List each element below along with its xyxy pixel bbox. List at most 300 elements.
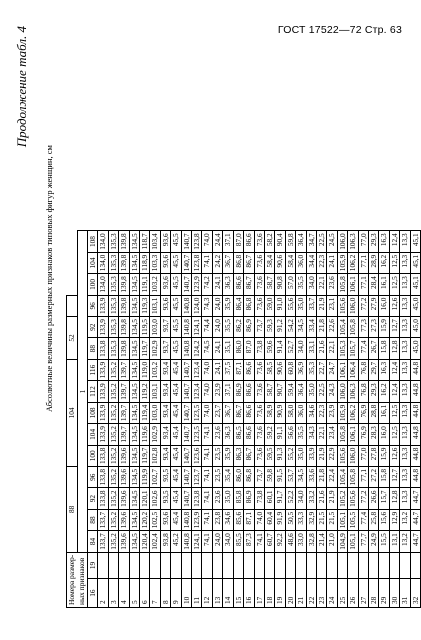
- table-cell: 105,4: [337, 317, 347, 338]
- row-spacer: [316, 552, 326, 579]
- table-cell: 24,5: [327, 231, 337, 252]
- row-spacer: [400, 552, 410, 579]
- table-cell: 45,5: [171, 252, 181, 273]
- table-cell: 93,4: [160, 402, 170, 423]
- table-cell: 86,9: [244, 488, 254, 509]
- table-cell: 102,5: [150, 509, 160, 530]
- table-cell: 36,3: [223, 274, 233, 295]
- table-cell: 34,6: [306, 402, 316, 423]
- row-number: 25: [337, 579, 347, 608]
- bust-size-header: 96: [88, 295, 98, 316]
- table-cell: 102,4: [150, 531, 160, 552]
- table-cell: 73,8: [254, 488, 264, 509]
- table-row: [410, 231, 420, 608]
- table-cell: 86,0: [233, 467, 243, 488]
- table-caption: Абсолютные величины размерных признаков типовых фигур женщин, см: [44, 145, 54, 412]
- table-cell: 119,6: [140, 424, 150, 445]
- table-cell: 135,2: [108, 531, 118, 552]
- group-header: 52: [67, 317, 78, 360]
- table-cell: 76,9: [358, 402, 368, 423]
- table-cell: 139,7: [119, 402, 129, 423]
- row-spacer: [410, 552, 420, 579]
- table-cell: 102,9: [150, 424, 160, 445]
- table-cell: 77,1: [358, 252, 368, 273]
- table-cell: 76,9: [358, 424, 368, 445]
- table-cell: 140,7: [181, 445, 191, 466]
- table-cell: 134,5: [129, 445, 139, 466]
- table-cell: 13,3: [400, 338, 410, 359]
- bust-size-header: 92: [88, 317, 98, 338]
- row-spacer: [160, 552, 170, 579]
- bust-size-header: 104: [88, 252, 98, 273]
- table-cell: 45,5: [171, 317, 181, 338]
- table-cell: 34,6: [223, 509, 233, 530]
- table-cell: 24,2: [212, 252, 222, 273]
- table-cell: 93,4: [160, 359, 170, 380]
- table-cell: 23,9: [212, 381, 222, 402]
- table-cell: 48,6: [285, 531, 295, 552]
- table-cell: 22,3: [316, 252, 326, 273]
- table-cell: 133,9: [98, 295, 108, 316]
- table-row: [181, 231, 191, 608]
- table-row: [285, 231, 295, 608]
- rotated-page: [10, 22, 420, 612]
- table-cell: 86,8: [244, 467, 254, 488]
- table-cell: 133,7: [98, 531, 108, 552]
- table-cell: 135,2: [108, 359, 118, 380]
- table-cell: 45,1: [410, 231, 420, 252]
- table-cell: 21,0: [327, 531, 337, 552]
- row-number: 31: [400, 579, 410, 608]
- table-cell: 34,4: [306, 252, 316, 273]
- table-cell: 90,6: [275, 252, 285, 273]
- table-cell: 34,0: [306, 274, 316, 295]
- table-cell: 140,8: [181, 317, 191, 338]
- table-cell: 13,3: [400, 359, 410, 380]
- table-cell: 140,8: [181, 509, 191, 530]
- table-cell: 93,5: [160, 467, 170, 488]
- bust-size-header: 104: [88, 424, 98, 445]
- table-cell: 58,5: [264, 359, 274, 380]
- table-cell: 21,5: [316, 509, 326, 530]
- row-spacer: [348, 552, 358, 579]
- table-cell: 35,3: [306, 359, 316, 380]
- table-cell: 33,0: [296, 531, 306, 552]
- table-cell: 45,4: [171, 381, 181, 402]
- table-cell: 45,4: [171, 509, 181, 530]
- table-cell: 140,7: [181, 467, 191, 488]
- row-number: 20: [285, 579, 295, 608]
- table-cell: 12,4: [389, 231, 399, 252]
- table-cell: 106,0: [337, 231, 347, 252]
- table-cell: 27,9: [368, 295, 378, 316]
- table-cell: 135,3: [108, 317, 118, 338]
- table-cell: 123,9: [192, 274, 202, 295]
- table-cell: 119,3: [140, 295, 150, 316]
- table-cell: 36,7: [223, 402, 233, 423]
- table-cell: 73,6: [254, 359, 264, 380]
- table-row: [119, 231, 129, 608]
- table-cell: 35,0: [296, 445, 306, 466]
- row-spacer: [368, 552, 378, 579]
- row-number: 22: [306, 579, 316, 608]
- table-cell: 37,5: [223, 359, 233, 380]
- table-cell: 135,2: [108, 381, 118, 402]
- table-cell: 77,1: [358, 467, 368, 488]
- table-cell: 105,2: [337, 488, 347, 509]
- table-cell: 45,1: [410, 274, 420, 295]
- table-cell: 86,5: [233, 424, 243, 445]
- row-number: 2: [98, 579, 108, 608]
- table-cell: 36,4: [296, 381, 306, 402]
- row-spacer: [129, 552, 139, 579]
- table-cell: 44,8: [410, 402, 420, 423]
- table-cell: 77,4: [358, 509, 368, 530]
- table-cell: 16,0: [379, 295, 389, 316]
- data-table: [66, 230, 421, 608]
- table-cell: 139,6: [119, 509, 129, 530]
- table-cell: 74,4: [202, 317, 212, 338]
- table-cell: 45,0: [410, 338, 420, 359]
- table-cell: 74,2: [202, 274, 212, 295]
- table-cell: 86,7: [244, 274, 254, 295]
- table-cell: 135,3: [108, 274, 118, 295]
- row-number: 9: [171, 579, 181, 608]
- table-cell: 60,1: [264, 488, 274, 509]
- row-label-header-line1: Номера размер-: [67, 554, 76, 605]
- table-cell: 91,1: [275, 424, 285, 445]
- table-cell: 45,0: [410, 317, 420, 338]
- table-cell: 37,1: [223, 381, 233, 402]
- table-cell: 74,3: [202, 295, 212, 316]
- table-cell: 139,8: [119, 338, 129, 359]
- table-cell: 86,9: [244, 317, 254, 338]
- table-cell: 33,2: [306, 488, 316, 509]
- row-spacer: [379, 552, 389, 579]
- table-cell: 54,2: [285, 317, 295, 338]
- table-cell: 34,0: [296, 338, 306, 359]
- table-cell: 77,1: [358, 274, 368, 295]
- table-cell: 24,7: [327, 359, 337, 380]
- row-spacer: [108, 552, 118, 579]
- table-cell: 104,9: [337, 531, 347, 552]
- table-cell: 123,4: [192, 359, 202, 380]
- table-cell: 123,8: [192, 231, 202, 252]
- table-cell: 34,5: [296, 467, 306, 488]
- table-cell: 74,5: [202, 338, 212, 359]
- table-cell: 44,7: [410, 531, 420, 552]
- table-cell: 35,9: [223, 295, 233, 316]
- table-cell: 91,2: [275, 317, 285, 338]
- table-cell: 91,7: [275, 488, 285, 509]
- table-cell: 140,7: [181, 488, 191, 509]
- table-cell: 74,1: [202, 531, 212, 552]
- table-cell: 74,0: [202, 381, 212, 402]
- table-cell: 123,8: [192, 488, 202, 509]
- table-cell: 105,1: [337, 509, 347, 530]
- table-cell: 86,4: [233, 295, 243, 316]
- table-cell: 124,1: [192, 531, 202, 552]
- table-row: [171, 231, 181, 608]
- row-number: 29: [379, 579, 389, 608]
- table-cell: 16,3: [379, 359, 389, 380]
- table-cell: 35,5: [296, 274, 306, 295]
- table-cell: 21,9: [316, 295, 326, 316]
- table-cell: 74,0: [202, 359, 212, 380]
- table-cell: 24,1: [212, 359, 222, 380]
- table-cell: 106,0: [348, 295, 358, 316]
- table-cell: 55,2: [285, 445, 295, 466]
- table-cell: 139,7: [119, 424, 129, 445]
- bust-size-header: 96: [88, 467, 98, 488]
- table-cell: 73,6: [254, 252, 264, 273]
- group-header: 104: [67, 359, 78, 466]
- row-spacer: [358, 552, 368, 579]
- table-cell: 135,2: [108, 402, 118, 423]
- table-cell: 60,7: [264, 531, 274, 552]
- table-cell: 87,1: [233, 359, 243, 380]
- table-cell: 105,3: [337, 338, 347, 359]
- table-cell: 86,8: [244, 295, 254, 316]
- row-number: 15: [233, 579, 243, 608]
- table-cell: 24,0: [212, 317, 222, 338]
- table-cell: 29,7: [368, 359, 378, 380]
- table-cell: 134,5: [129, 274, 139, 295]
- row-number: 30: [389, 579, 399, 608]
- table-cell: 120,1: [140, 488, 150, 509]
- table-cell: 45,4: [171, 359, 181, 380]
- table-cell: 140,7: [181, 402, 191, 423]
- table-cell: 74,0: [254, 509, 264, 530]
- continuation-label: Продолжение табл. 4: [14, 26, 29, 148]
- table-row: [379, 231, 389, 608]
- table-cell: 13,3: [400, 402, 410, 423]
- table-cell: 58,4: [285, 252, 295, 273]
- table-cell: 23,6: [212, 488, 222, 509]
- table-cell: 28,9: [368, 252, 378, 273]
- table-cell: 140,7: [181, 231, 191, 252]
- row-spacer: [233, 552, 243, 579]
- table-cell: 33,3: [296, 509, 306, 530]
- table-cell: 23,6: [212, 424, 222, 445]
- table-cell: 13,3: [400, 467, 410, 488]
- table-cell: 22,1: [316, 274, 326, 295]
- table-cell: 22,1: [327, 338, 337, 359]
- table-cell: 12,8: [389, 488, 399, 509]
- table-cell: 12,5: [389, 252, 399, 273]
- table-cell: 60,4: [264, 509, 274, 530]
- table-cell: 119,9: [140, 467, 150, 488]
- row-spacer: [389, 552, 399, 579]
- bust-size-header: 92: [88, 488, 98, 509]
- table-cell: 23,4: [327, 424, 337, 445]
- row-number: 21: [296, 579, 306, 608]
- table-cell: 45,4: [171, 424, 181, 445]
- table-row: [316, 231, 326, 608]
- row-spacer: [171, 552, 181, 579]
- table-cell: 124,1: [192, 317, 202, 338]
- table-cell: 133,8: [98, 445, 108, 466]
- table-cell: 57,0: [285, 274, 295, 295]
- table-row: [337, 231, 347, 608]
- table-cell: 24,3: [327, 381, 337, 402]
- table-row: [202, 231, 212, 608]
- table-cell: 105,4: [337, 467, 347, 488]
- row-spacer: [244, 552, 254, 579]
- table-cell: 45,4: [171, 445, 181, 466]
- table-cell: 73,6: [254, 402, 264, 423]
- table-cell: 119,5: [140, 317, 150, 338]
- table-cell: 15,8: [379, 467, 389, 488]
- table-cell: 12,4: [389, 359, 399, 380]
- table-cell: 139,8: [119, 231, 129, 252]
- table-cell: 139,6: [119, 531, 129, 552]
- row-number: 32: [410, 579, 420, 608]
- table-cell: 58,9: [264, 402, 274, 423]
- table-cell: 37,1: [223, 231, 233, 252]
- table-cell: 135,2: [108, 488, 118, 509]
- table-cell: 123,9: [192, 509, 202, 530]
- table-cell: 13,2: [400, 509, 410, 530]
- table-cell: 74,1: [202, 467, 212, 488]
- table-cell: 86,7: [244, 445, 254, 466]
- table-cell: 15,9: [379, 445, 389, 466]
- table-cell: 91,3: [275, 445, 285, 466]
- row-number: 17: [254, 579, 264, 608]
- table-row: [296, 231, 306, 608]
- col-header-a: 16: [88, 579, 98, 608]
- table-cell: 105,6: [337, 295, 347, 316]
- table-cell: 52,2: [285, 488, 295, 509]
- table-cell: 139,7: [119, 359, 129, 380]
- table-cell: 93,4: [160, 445, 170, 466]
- row-number: 23: [316, 579, 326, 608]
- table-cell: 74,0: [202, 231, 212, 252]
- table-cell: 86,6: [244, 402, 254, 423]
- table-cell: 93,6: [160, 509, 170, 530]
- table-cell: 55,6: [285, 295, 295, 316]
- table-cell: 21,6: [316, 488, 326, 509]
- table-cell: 106,3: [348, 381, 358, 402]
- table-cell: 91,4: [275, 338, 285, 359]
- table-cell: 86,0: [233, 338, 243, 359]
- table-cell: 139,8: [119, 274, 129, 295]
- group-header: 88: [67, 467, 78, 553]
- table-cell: 140,7: [181, 274, 191, 295]
- table-cell: 21,8: [316, 317, 326, 338]
- row-spacer: [275, 552, 285, 579]
- table-cell: 34,5: [296, 317, 306, 338]
- table-row: [223, 231, 233, 608]
- row-spacer: [285, 552, 295, 579]
- table-cell: 133,9: [98, 317, 108, 338]
- table-cell: 140,8: [181, 531, 191, 552]
- table-cell: 90,6: [275, 359, 285, 380]
- table-cell: 21,5: [327, 509, 337, 530]
- table-cell: 36,0: [296, 252, 306, 273]
- table-cell: 134,5: [129, 424, 139, 445]
- table-cell: 93,7: [160, 317, 170, 338]
- table-cell: 27,2: [368, 467, 378, 488]
- table-cell: 13,3: [400, 231, 410, 252]
- table-cell: 12,5: [389, 274, 399, 295]
- table-cell: 120,2: [140, 509, 150, 530]
- row-number: 13: [212, 579, 222, 608]
- table-cell: 133,8: [98, 467, 108, 488]
- table-cell: 24,1: [212, 274, 222, 295]
- table-cell: 28,3: [368, 424, 378, 445]
- table-cell: 74,0: [202, 402, 212, 423]
- table-row: [389, 231, 399, 608]
- table-cell: 133,7: [98, 509, 108, 530]
- table-row: [254, 231, 264, 608]
- table-cell: 139,6: [119, 445, 129, 466]
- table-cell: 85,6: [233, 509, 243, 530]
- table-cell: 34,7: [306, 231, 316, 252]
- table-cell: 106,1: [348, 424, 358, 445]
- table-cell: 33,1: [306, 338, 316, 359]
- table-cell: 86,6: [244, 381, 254, 402]
- table-cell: 36,7: [223, 252, 233, 273]
- row-number: 26: [348, 579, 358, 608]
- table-cell: 135,3: [108, 231, 118, 252]
- table-row: [150, 231, 160, 608]
- table-cell: 93,6: [160, 274, 170, 295]
- table-cell: 119,0: [140, 359, 150, 380]
- row-spacer: [202, 552, 212, 579]
- table-cell: 59,4: [285, 381, 295, 402]
- row-spacer: [192, 552, 202, 579]
- bust-size-header: 100: [88, 445, 98, 466]
- bust-size-header: 84: [88, 531, 98, 552]
- table-cell: 103,3: [150, 252, 160, 273]
- table-cell: 105,8: [337, 424, 347, 445]
- row-spacer: [181, 552, 191, 579]
- bust-size-header: 88: [88, 338, 98, 359]
- table-cell: 28,4: [368, 274, 378, 295]
- table-cell: 119,7: [140, 445, 150, 466]
- row-spacer: [327, 552, 337, 579]
- table-cell: 77,0: [358, 445, 368, 466]
- table-cell: 36,4: [296, 231, 306, 252]
- table-cell: 105,9: [337, 402, 347, 423]
- table-cell: 74,1: [202, 488, 212, 509]
- table-cell: 59,6: [264, 338, 274, 359]
- table-cell: 13,3: [400, 317, 410, 338]
- table-cell: 59,3: [264, 317, 274, 338]
- table-cell: 73,6: [254, 231, 264, 252]
- table-cell: 135,2: [108, 509, 118, 530]
- table-cell: 135,2: [108, 424, 118, 445]
- row-number: 19: [275, 579, 285, 608]
- table-cell: 33,4: [306, 317, 316, 338]
- table-cell: 73,6: [254, 295, 264, 316]
- table-cell: 22,1: [316, 424, 326, 445]
- table-cell: 27,3: [368, 317, 378, 338]
- table-cell: 35,4: [223, 467, 233, 488]
- table-cell: 74,1: [202, 424, 212, 445]
- table-cell: 124,2: [192, 338, 202, 359]
- table-cell: 134,5: [129, 252, 139, 273]
- table-cell: 76,8: [358, 359, 368, 380]
- table-cell: 103,0: [150, 317, 160, 338]
- table-cell: 27,8: [368, 445, 378, 466]
- table-cell: 44,8: [410, 381, 420, 402]
- table-cell: 86,3: [233, 445, 243, 466]
- table-cell: 93,6: [160, 252, 170, 273]
- table-cell: 86,7: [233, 402, 243, 423]
- table-cell: 21,6: [316, 338, 326, 359]
